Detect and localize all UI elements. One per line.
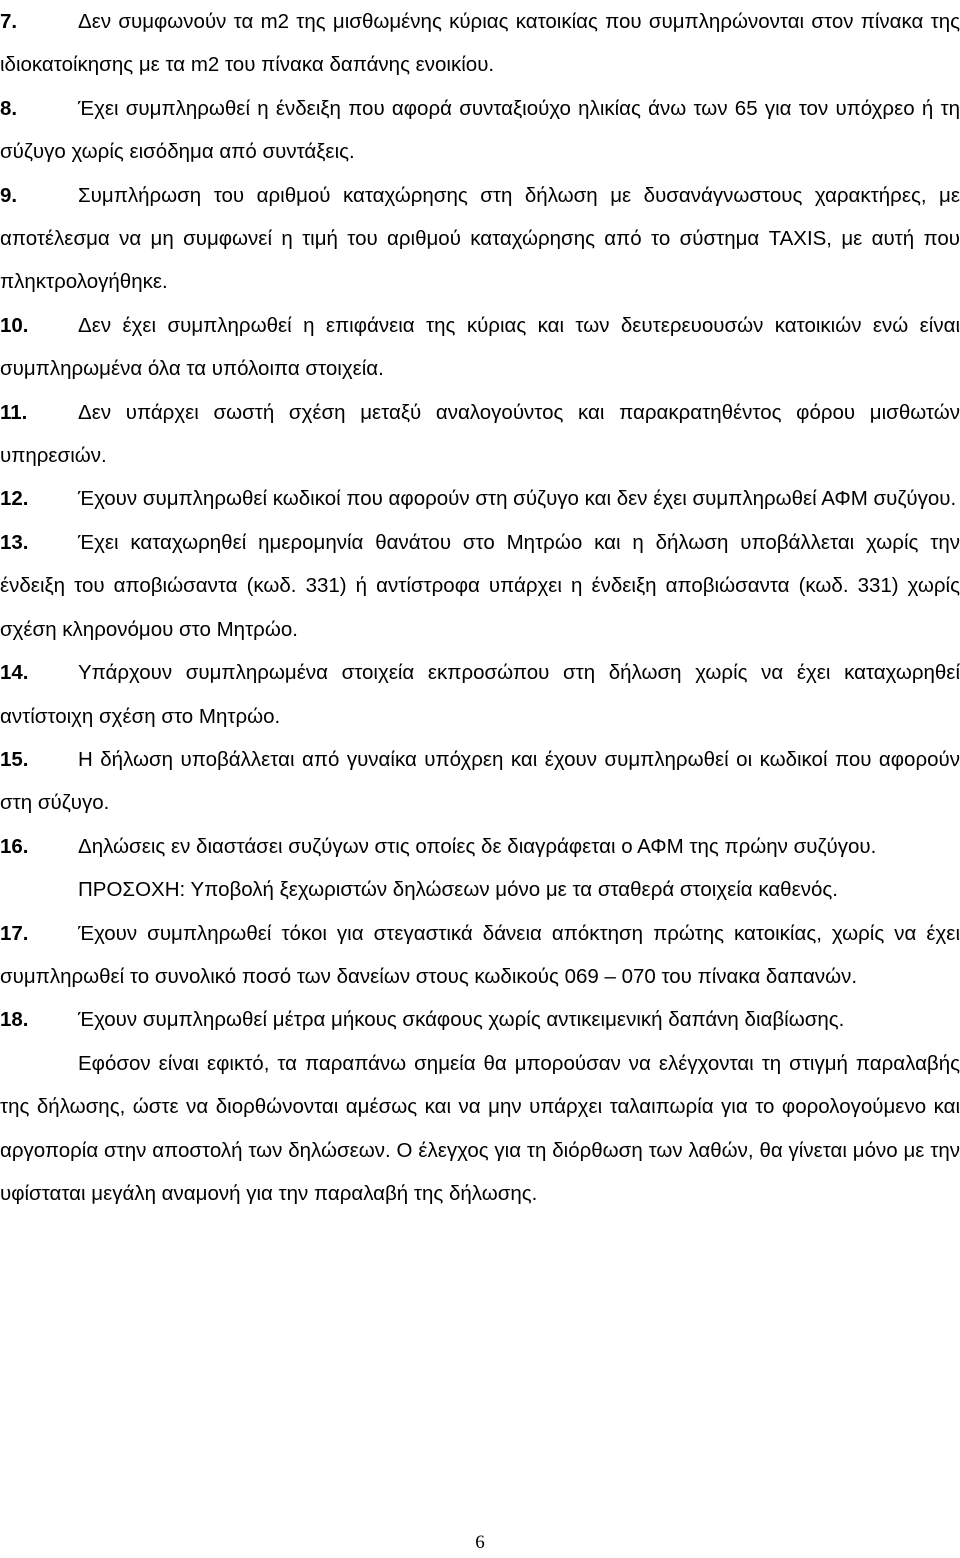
item-text: Έχουν συμπληρωθεί τόκοι για στεγαστικά δάνεια απόκτηση πρώτης κατοικίας, χωρίς να έχει συμπληρωθεί το συνολικό ποσό των δανείων στους κωδικούς 069 – 070 του πίνακα δαπανών. [0,921,960,988]
item-number: 15. [0,747,29,771]
page-number: 6 [475,1532,485,1553]
list-item-13 [0,521,960,651]
item-number: 14. [0,661,29,685]
item-text: Δεν έχει συμπληρωθεί η επιφάνεια της κύριας και των δευτερευουσών κατοικιών ενώ είναι συμπληρωμένα όλα τα υπόλοιπα στοιχεία. [0,313,960,381]
list-item-8 [0,87,960,174]
item-number: 11. [0,400,28,424]
list-item-18 [0,998,960,1041]
list-item-11 [0,391,960,478]
list-item-14 [0,651,960,738]
list-item-17 [0,912,960,999]
item-number: 13. [0,530,29,554]
list-item-16 [0,825,960,868]
item-number: 8. [0,96,18,120]
item-text: Υπάρχουν συμπληρωμένα στοιχεία εκπροσώπου στη δήλωση χωρίς να έχει καταχωρηθεί αντίστοιχη σχέση στο Μητρώο. [0,661,960,728]
item-number: 12. [0,487,29,511]
item-number: 7. [0,10,18,33]
list-item-15 [0,738,960,825]
list-item-10 [0,304,960,391]
list-item-9 [0,174,960,304]
item-text: Δεν συμφωνούν τα m2 της μισθωμένης κύριας κατοικίας που συμπληρώνονται στον πίνακα της ιδιοκατοίκησης με τα m2 του πίνακα δαπάνης ενοικίου. [0,10,960,77]
list-item-12 [0,477,960,520]
item-number: 18. [0,1008,29,1032]
item-text: Η δήλωση υποβάλλεται από γυναίκα υπόχρεη και έχουν συμπληρωθεί οι κωδικοί που αφορούν στη σύζυγο. [0,747,960,815]
item-text: Δηλώσεις εν διαστάσει συζύγων στις οποίες δε διαγράφεται ο ΑΦΜ της πρώην συζύγου. [78,834,877,858]
list-item-7 [0,0,960,87]
item-text: Έχουν συμπληρωθεί κωδικοί που αφορούν στη σύζυγο και δεν έχει συμπληρωθεί ΑΦΜ συζύγου. [78,487,957,511]
item-text: Έχει καταχωρηθεί ημερομηνία θανάτου στο Μητρώο και η δήλωση υποβάλλεται χωρίς την ένδειξη του αποβιώσαντα (κωδ. 331) ή αντίστροφα υπάρχει η ένδειξη αποβιώσαντα (κωδ. 331) χωρίς σχέση κληρονόμου στο Μητρώο. [0,530,960,641]
closing-paragraph: Εφόσον είναι εφικτό, τα παραπάνω σημεία θα μπορούσαν να ελέγχονται τη στιγμή παραλαβής της δήλωσης, ώστε να διορθώνονται αμέσως και να μην υπάρχει ταλαιπωρία για το φορολογούμενο και αργοπορία στην αποστολή των δηλώσεων. Ο έλεγχος για τη διόρθωση των λαθών, θα γίνεται μόνο με την υφίσταται μεγάλη αναμονή για την παραλαβή της δήλωσης. [0,1051,960,1205]
item-text: Συμπλήρωση του αριθμού καταχώρησης στη δήλωση με δυσανάγνωστους χαρακτήρες, με αποτέλεσμα να μη συμφωνεί η τιμή του αριθμού καταχώρησης από το σύστημα TAXIS, με αυτή που πληκτρολογήθηκε. [0,183,960,294]
item-text: Δεν υπάρχει σωστή σχέση μεταξύ αναλογούντος και παρακρατηθέντος φόρου μισθωτών υπηρεσιών. [0,400,960,468]
item-number: 17. [0,921,29,945]
item-number: 10. [0,313,29,337]
item-number: 16. [0,834,29,858]
item-text: Έχει συμπληρωθεί η ένδειξη που αφορά συνταξιούχο ηλικίας άνω των 65 για τον υπόχρεο ή τη σύζυγο χωρίς εισόδημα από συντάξεις. [0,96,960,164]
item-text: Έχουν συμπληρωθεί μέτρα μήκους σκάφους χωρίς αντικειμενική δαπάνη διαβίωσης. [78,1008,845,1032]
item-number: 9. [0,183,18,207]
attention-note: ΠΡΟΣΟΧΗ: Υποβολή ξεχωριστών δηλώσεων μόνο με τα σταθερά στοιχεία καθενός. [78,878,838,902]
